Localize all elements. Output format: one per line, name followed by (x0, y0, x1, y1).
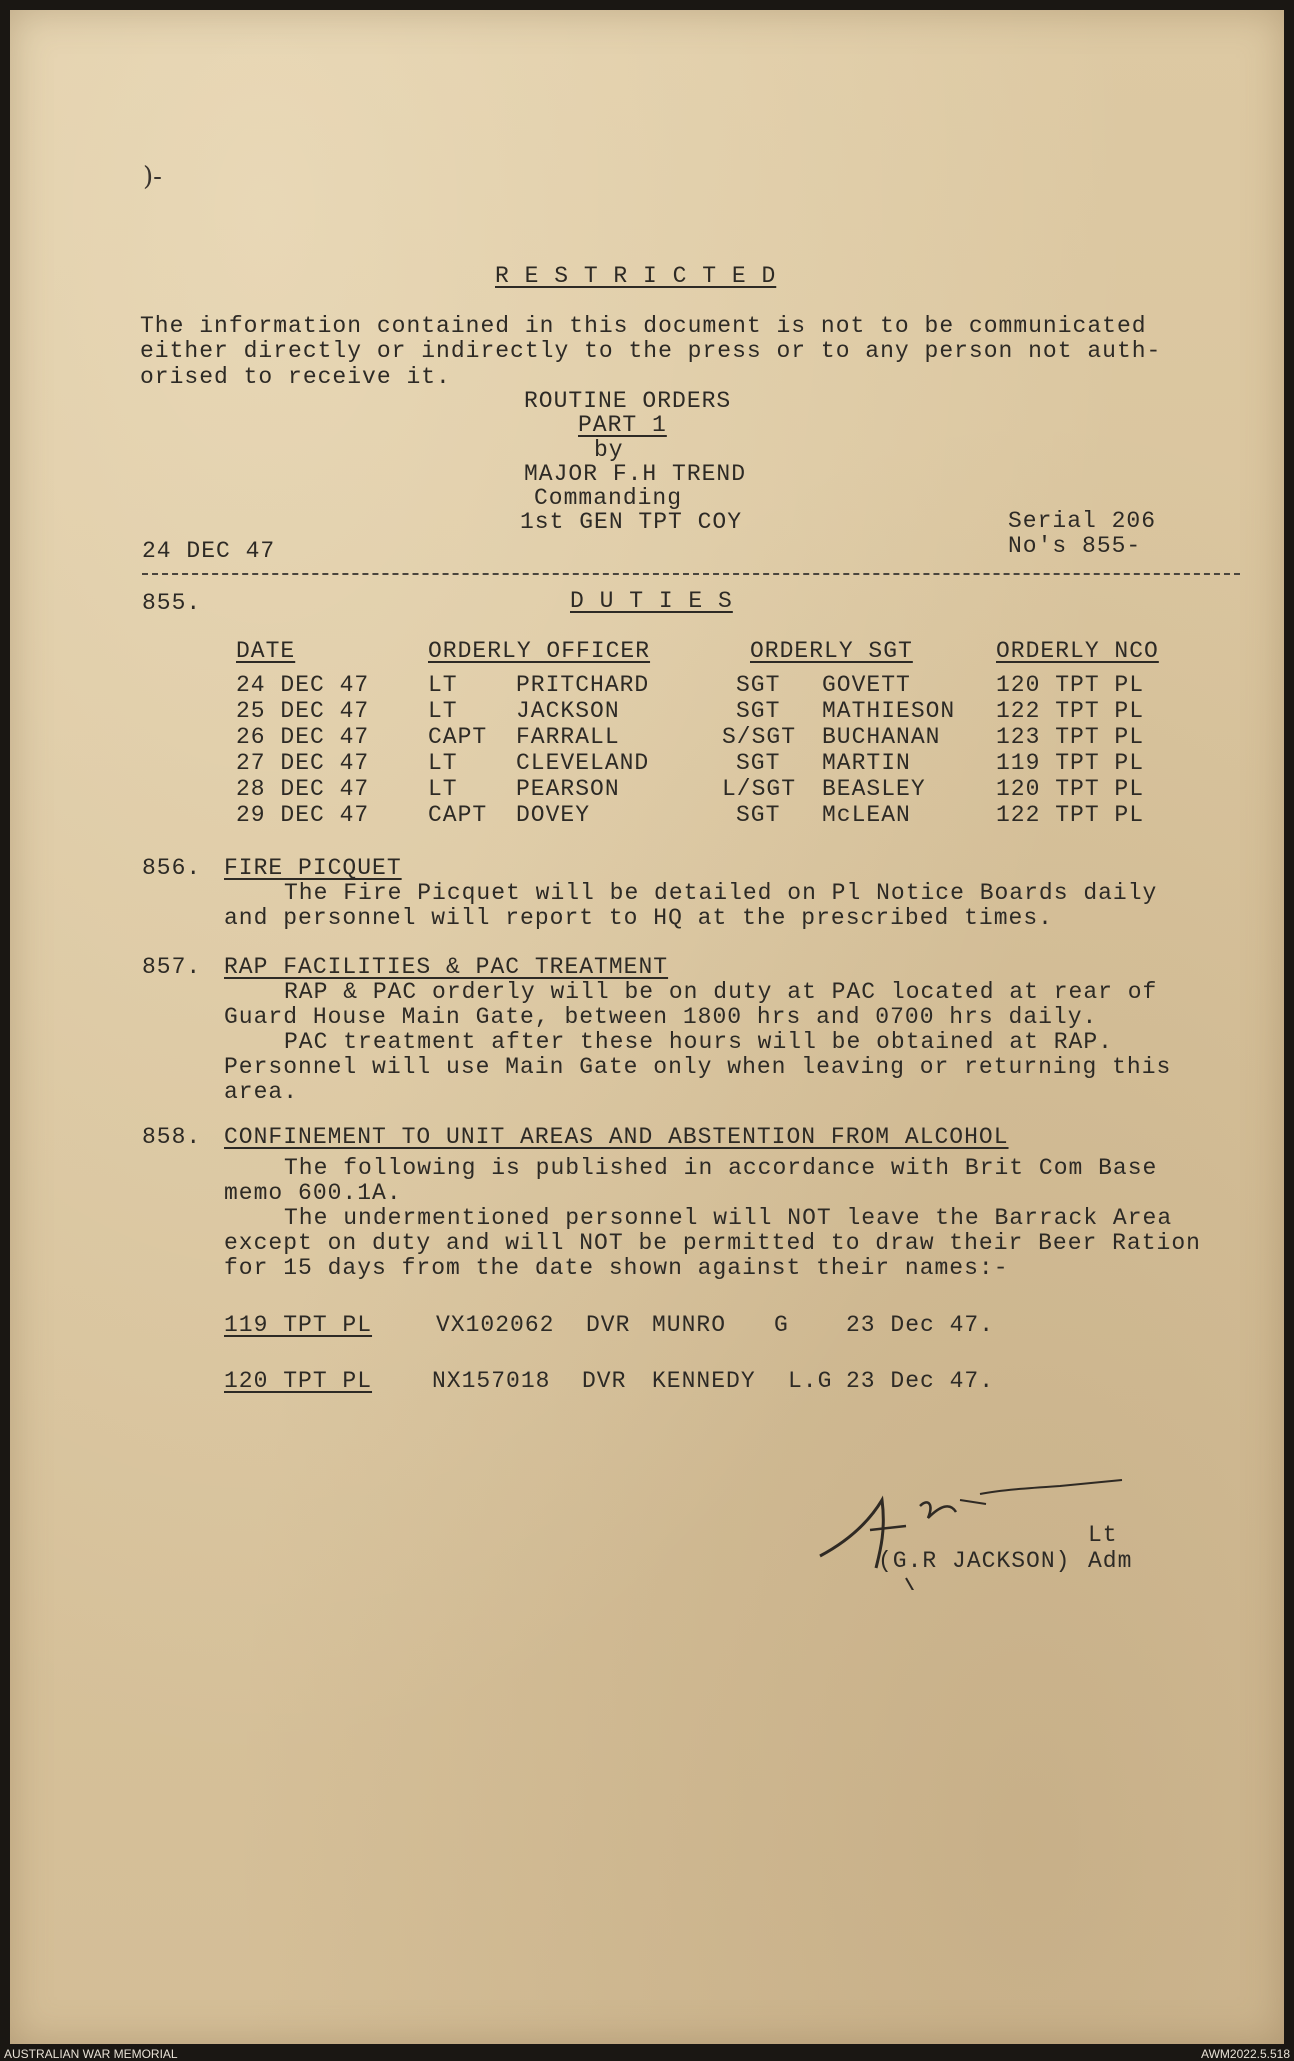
order-text-line: The undermentioned personnel will NOT leave the Barrack Area (284, 1205, 1173, 1231)
order-text-line: area. (224, 1079, 299, 1105)
personnel-rank: DVR (586, 1312, 631, 1338)
duty-date: 26 DEC 47 (236, 724, 370, 750)
sgt-rank: SGT (736, 750, 781, 776)
order-number: 855. (142, 590, 202, 616)
officer-name: DOVEY (516, 802, 591, 828)
orders-title: ROUTINE ORDERS (524, 388, 732, 414)
officer-rank: LT (428, 698, 458, 724)
sgt-name: BUCHANAN (822, 724, 941, 750)
restricted-heading: R E S T R I C T E D (495, 263, 777, 289)
personnel-date: 23 Dec 47. (846, 1368, 995, 1394)
nco-platoon: 123 TPT PL (996, 724, 1145, 750)
list-item (10, 1312, 1294, 1338)
personnel-unit: 119 TPT PL (224, 1312, 373, 1338)
officer-name: FARRALL (516, 724, 620, 750)
personnel-rank: DVR (582, 1368, 627, 1394)
table-row (10, 724, 1294, 750)
restricted-notice-line: The information contained in this document is not to be communicated (140, 313, 1147, 339)
order-text-line: memo 600.1A. (224, 1180, 402, 1206)
personnel-number: NX157018 (432, 1368, 551, 1394)
officer-rank: LT (428, 750, 458, 776)
nco-platoon: 119 TPT PL (996, 750, 1145, 776)
divider (142, 573, 1240, 575)
orders-by: by (594, 437, 624, 463)
table-row (10, 750, 1294, 776)
order-title-duties: D U T I E S (570, 588, 733, 614)
personnel-unit: 120 TPT PL (224, 1368, 373, 1394)
order-text-line: except on duty and will NOT be permitted to draw their Beer Ration (224, 1230, 1201, 1256)
duty-date: 24 DEC 47 (236, 672, 370, 698)
orders-part: PART 1 (578, 412, 667, 438)
column-header-orderly-nco: ORDERLY NCO (996, 638, 1159, 664)
order-text-line: RAP & PAC orderly will be on duty at PAC located at rear of (284, 979, 1158, 1005)
sgt-rank: SGT (736, 802, 781, 828)
order-text-line: PAC treatment after these hours will be obtained at RAP. (284, 1029, 1113, 1055)
order-text-line: and personnel will report to HQ at the prescribed times. (224, 905, 1053, 931)
sgt-rank: S/SGT (722, 724, 797, 750)
order-title-rap-facilities: RAP FACILITIES & PAC TREATMENT (224, 954, 669, 980)
order-text-line: for 15 days from the date shown against their names:- (224, 1255, 1009, 1281)
duty-date: 28 DEC 47 (236, 776, 370, 802)
signature-appointment: Adm (1088, 1548, 1133, 1574)
personnel-name: KENNEDY (652, 1368, 756, 1394)
order-text-line: The Fire Picquet will be detailed on Pl Notice Boards daily (284, 880, 1158, 906)
column-header-orderly-sgt: ORDERLY SGT (750, 638, 913, 664)
document-page (10, 10, 1284, 2044)
personnel-initials: G (774, 1312, 789, 1338)
signature-name: (G.R JACKSON) (878, 1548, 1071, 1574)
table-row (10, 672, 1294, 698)
order-number: 856. (142, 855, 202, 881)
signature-rank: Lt (1088, 1522, 1118, 1548)
personnel-name: MUNRO (652, 1312, 727, 1338)
table-row (10, 698, 1294, 724)
nco-platoon: 120 TPT PL (996, 776, 1145, 802)
officer-name: JACKSON (516, 698, 620, 724)
commanding-role: Commanding (534, 485, 683, 511)
order-text-line: The following is published in accordance with Brit Com Base (284, 1155, 1158, 1181)
orders-date: 24 DEC 47 (142, 538, 276, 564)
duty-date: 27 DEC 47 (236, 750, 370, 776)
sgt-name: McLEAN (822, 802, 911, 828)
officer-name: PRITCHARD (516, 672, 650, 698)
footer-accession-number: AWM2022.5.518 (1201, 2047, 1290, 2061)
order-numbers: No's 855- (1008, 533, 1142, 559)
list-item (10, 1368, 1294, 1394)
order-text-line: Guard House Main Gate, between 1800 hrs and 0700 hrs daily. (224, 1004, 1098, 1030)
officer-rank: LT (428, 776, 458, 802)
order-text-line: Personnel will use Main Gate only when leaving or returning this (224, 1054, 1172, 1080)
column-header-orderly-officer: ORDERLY OFFICER (428, 638, 651, 664)
sgt-rank: L/SGT (722, 776, 797, 802)
table-row (10, 776, 1294, 802)
sgt-rank: SGT (736, 698, 781, 724)
nco-platoon: 120 TPT PL (996, 672, 1145, 698)
officer-name: CLEVELAND (516, 750, 650, 776)
duty-date: 25 DEC 47 (236, 698, 370, 724)
officer-name: PEARSON (516, 776, 620, 802)
officer-rank: LT (428, 672, 458, 698)
order-title-fire-picquet: FIRE PICQUET (224, 855, 402, 881)
officer-rank: CAPT (428, 802, 488, 828)
footer-credit: AUSTRALIAN WAR MEMORIAL (4, 2047, 178, 2061)
sgt-name: MARTIN (822, 750, 911, 776)
column-header-date: DATE (236, 638, 296, 664)
serial-number: Serial 206 (1008, 508, 1157, 534)
nco-platoon: 122 TPT PL (996, 698, 1145, 724)
nco-platoon: 122 TPT PL (996, 802, 1145, 828)
unit-name: 1st GEN TPT COY (520, 509, 743, 535)
page-mark: )- (143, 162, 162, 192)
commanding-officer: MAJOR F.H TREND (524, 461, 747, 487)
officer-rank: CAPT (428, 724, 488, 750)
sgt-name: BEASLEY (822, 776, 926, 802)
personnel-number: VX102062 (436, 1312, 555, 1338)
duty-date: 29 DEC 47 (236, 802, 370, 828)
order-title-confinement: CONFINEMENT TO UNIT AREAS AND ABSTENTION FROM ALCOHOL (224, 1124, 1009, 1150)
table-row (10, 802, 1294, 828)
sgt-name: MATHIESON (822, 698, 956, 724)
order-number: 857. (142, 954, 202, 980)
order-number: 858. (142, 1124, 202, 1150)
personnel-date: 23 Dec 47. (846, 1312, 995, 1338)
sgt-rank: SGT (736, 672, 781, 698)
personnel-initials: L.G (788, 1368, 833, 1394)
restricted-notice-line: either directly or indirectly to the press or to any person not auth- (140, 338, 1162, 364)
sgt-name: GOVETT (822, 672, 911, 698)
restricted-notice-line: orised to receive it. (140, 364, 451, 390)
